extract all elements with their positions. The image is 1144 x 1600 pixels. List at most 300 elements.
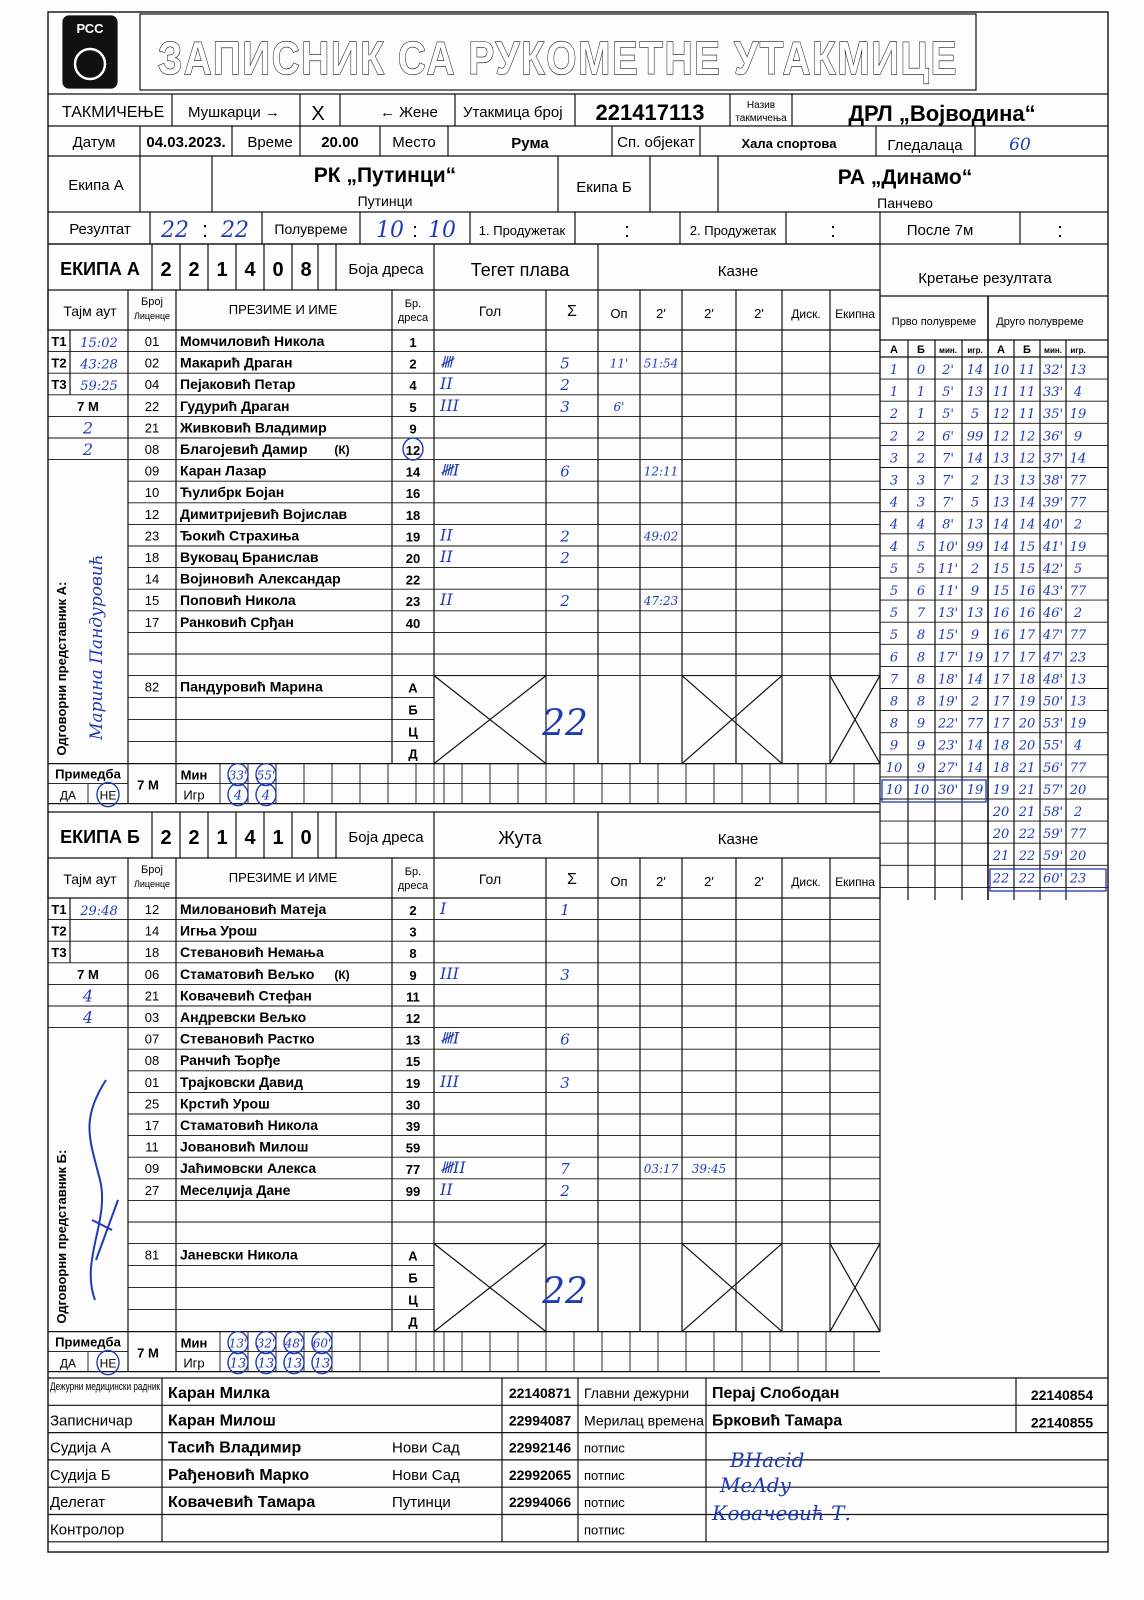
score-flow-cell: 13 <box>1069 694 1087 710</box>
player-jersey: 19 <box>405 529 421 545</box>
score-flow-cell: 4 <box>1073 738 1083 754</box>
player-license: 04 <box>144 377 160 393</box>
score-flow-cell: 14 <box>966 738 984 754</box>
player-license: 12 <box>144 902 160 917</box>
text-field: : <box>201 217 209 242</box>
goal-tally: II <box>440 590 453 610</box>
player-jersey: 8 <box>409 946 417 962</box>
text-field: А <box>890 344 898 356</box>
player-license: 22 <box>144 398 160 414</box>
logo-text: РСС <box>76 21 104 36</box>
score-flow-cell: 21 <box>992 849 1010 865</box>
score-flow-cell: 77 <box>1069 473 1087 489</box>
score-flow-cell: 17' <box>937 650 959 666</box>
warning-time: 6' <box>613 399 625 414</box>
text-field: Путинци <box>392 1494 451 1512</box>
score-flow-cell: 13 <box>992 451 1010 467</box>
player-license: 01 <box>144 334 160 349</box>
text-field: 1. Продужетак <box>478 223 566 238</box>
score-flow-cell: 14 <box>966 363 984 378</box>
player-license: 27 <box>144 1182 160 1198</box>
text-field: 4 <box>233 788 243 804</box>
text-field: Полувреме <box>274 221 348 237</box>
team-goal-total: 22 <box>542 1271 588 1313</box>
score-flow-cell: 50' <box>1042 694 1064 710</box>
team-total-digit: 2 <box>160 259 172 281</box>
text-field: Гледалаца <box>887 137 963 154</box>
player-jersey: 12 <box>405 443 421 458</box>
player-license: 14 <box>144 571 160 587</box>
score-flow-cell: 17 <box>992 650 1010 666</box>
text-field: 60' <box>312 1336 332 1351</box>
delegate-signature: Ковачевић Т. <box>712 1501 851 1525</box>
score-flow-cell: 5 <box>916 539 926 555</box>
score-flow-cell: 7' <box>942 473 954 489</box>
text-field: Место <box>392 134 436 151</box>
score-flow-cell: 7' <box>942 451 954 467</box>
text-field: 20.00 <box>321 134 359 151</box>
score-flow-cell: 15 <box>1018 561 1036 577</box>
goal-sum: 5 <box>560 354 570 373</box>
text-field: Брковић Тамара <box>712 1412 843 1430</box>
score-flow-cell: 2' <box>942 363 954 378</box>
player-license: 17 <box>144 614 160 630</box>
text-field: Тајм аут <box>63 303 117 319</box>
score-flow-cell: 20 <box>1018 738 1036 754</box>
score-flow-cell: 2 <box>1073 517 1083 533</box>
player-jersey: 14 <box>405 464 421 480</box>
text-field: ЕКИПА А <box>60 259 140 279</box>
text-field: Диск. <box>791 875 821 889</box>
score-flow-cell: 4 <box>889 495 899 511</box>
player-name: Благојевић Дамир <box>180 441 308 457</box>
team-goal-total: 22 <box>542 703 588 745</box>
player-name: Ранчић Ђорђе <box>180 1052 281 1069</box>
goal-sum: 2 <box>560 1181 570 1200</box>
text-field: Диск. <box>791 307 821 321</box>
text-field: Казне <box>717 831 759 848</box>
score-flow-cell: 23 <box>1069 871 1087 887</box>
score-flow-cell: 23 <box>1069 650 1087 666</box>
goal-sum: 2 <box>560 592 570 611</box>
team-total-digit: 1 <box>272 827 284 849</box>
text-field: Т1 <box>51 902 67 917</box>
text-field: Оп <box>610 306 628 321</box>
score-flow-cell: 8' <box>942 517 954 533</box>
text-field: Утакмица број <box>463 104 563 121</box>
score-flow-cell: 13 <box>966 517 984 533</box>
player-license: 11 <box>145 1139 159 1155</box>
penalty-time: 03:17 <box>643 1162 679 1177</box>
text-field: Т2 <box>51 923 67 939</box>
text-field: Мин <box>180 767 208 783</box>
score-flow-cell: 15 <box>1018 539 1036 555</box>
player-license: 01 <box>144 1074 160 1090</box>
score-flow-cell: 37' <box>1042 451 1064 467</box>
score-flow-cell: 6 <box>916 584 926 599</box>
text-field: Делегат <box>50 1494 106 1512</box>
goal-tally: 𝍸II <box>440 1158 466 1178</box>
score-flow-cell: 39' <box>1042 495 1064 511</box>
score-flow-cell: 20 <box>1069 782 1087 798</box>
text-field: Дежурни медицински радник <box>50 1381 161 1393</box>
score-flow-cell: 8 <box>916 650 926 666</box>
score-flow-cell: 99 <box>966 539 984 555</box>
score-flow-cell: 22 <box>1018 849 1036 865</box>
score-flow-cell: 16 <box>992 606 1010 622</box>
score-flow-cell: 59' <box>1042 849 1064 865</box>
penalty-time: 51:54 <box>643 356 679 371</box>
score-flow-cell: 43' <box>1042 584 1064 599</box>
text-field: Судија А <box>50 1439 111 1457</box>
official-name: Ковачевић Тамара <box>168 1494 316 1512</box>
text-field: 81 <box>144 1247 160 1263</box>
text-field: Лиценце <box>133 311 171 321</box>
text-field: Игр <box>183 1355 205 1371</box>
text-field: 2' <box>656 306 666 321</box>
score-flow-cell: 20 <box>992 805 1010 820</box>
text-field: Гол <box>478 303 502 319</box>
player-name: Ћулибрк Бојан <box>180 484 285 501</box>
men-mark: X <box>311 103 325 125</box>
goal-sum: 3 <box>560 1073 570 1092</box>
player-name: Димитријевић Војислав <box>180 505 348 522</box>
text-field: 55' <box>256 768 276 783</box>
score-flow-cell: 21 <box>1018 805 1036 820</box>
player-name: Игња Урош <box>180 922 258 939</box>
score-flow-cell: 12 <box>992 407 1010 423</box>
penalty-time: 47:23 <box>643 594 679 609</box>
text-field: Путинци <box>357 193 413 209</box>
official-name: Каран Милка <box>168 1385 270 1402</box>
score-flow-cell: 6' <box>942 429 954 445</box>
text-field: 10 <box>376 218 404 243</box>
score-flow-cell: 16 <box>1018 584 1036 599</box>
score-flow-cell: 2 <box>889 429 899 445</box>
score-flow-cell: 10 <box>885 782 903 798</box>
score-flow-cell: 14 <box>1018 495 1036 511</box>
player-jersey: 30 <box>405 1097 421 1113</box>
text-field: 7 М <box>77 398 99 414</box>
text-field: Т3 <box>51 377 67 393</box>
score-flow-cell: 16 <box>992 628 1010 644</box>
score-flow-cell: 17 <box>992 672 1010 688</box>
page-title: ЗАПИСНИК СА РУКОМЕТНЕ УТАКМИЦЕ <box>158 32 958 84</box>
goal-sum: 2 <box>560 527 570 546</box>
score-flow-cell: 9 <box>916 760 926 776</box>
text-field: 2 <box>82 418 94 438</box>
team-total-digit: 0 <box>300 827 312 849</box>
score-flow-cell: 77 <box>1069 584 1087 599</box>
team-total-digit: 1 <box>216 259 228 281</box>
text-field: Гол <box>478 871 502 887</box>
team-total-digit: 8 <box>300 259 312 281</box>
score-flow-cell: 20 <box>1018 716 1036 732</box>
official-name: Пандуровић Марина <box>180 678 323 695</box>
text-field: 2. Продужетак <box>689 223 777 238</box>
text-field: Бр. <box>404 298 422 310</box>
goal-sum: 6 <box>560 1030 570 1049</box>
player-name: Стаматовић Вељко <box>180 965 315 982</box>
score-flow-cell: 4 <box>889 539 899 555</box>
score-flow-cell: 56' <box>1042 760 1064 776</box>
score-flow-cell: 1 <box>916 407 926 423</box>
text-field: Σ <box>567 303 577 320</box>
text-field: Екипна <box>835 875 875 889</box>
score-flow-cell: 2 <box>970 694 980 710</box>
text-field: Екипа Б <box>576 179 632 196</box>
player-name: Живковић Владимир <box>180 419 327 436</box>
text-field: Лиценце <box>133 879 171 889</box>
text-field: Б <box>408 702 418 718</box>
score-flow-cell: 2 <box>889 407 899 423</box>
score-flow-cell: 9 <box>970 584 980 599</box>
text-field: Назив <box>746 100 776 111</box>
score-flow-cell: 14 <box>966 451 984 467</box>
penalty-time: 12:11 <box>643 464 679 479</box>
official-name: Каран Милош <box>168 1412 276 1430</box>
player-license: 21 <box>144 420 160 436</box>
score-flow-cell: 47' <box>1042 650 1064 666</box>
score-flow-cell: 30' <box>937 782 959 798</box>
text-field: Време <box>247 134 293 151</box>
text-field: 2' <box>754 306 764 321</box>
rep-a-signature: Марина Пандуровић <box>87 554 107 740</box>
player-name: Ђокић Страхиња <box>180 527 300 544</box>
player-jersey: 11 <box>406 989 420 1005</box>
text-field: Оп <box>610 874 628 889</box>
score-flow-cell: 5 <box>889 606 899 622</box>
text-field: Нови Сад <box>392 1466 460 1484</box>
text-field: мин. <box>939 346 957 355</box>
score-flow-cell: 5 <box>889 628 899 644</box>
player-jersey: 15 <box>405 1054 421 1070</box>
text-field: 13 <box>313 1356 331 1372</box>
player-license: 02 <box>144 355 160 371</box>
text-field: такмичења <box>735 113 787 124</box>
player-license: 14 <box>144 923 160 939</box>
text-field: А <box>408 680 418 696</box>
score-flow-cell: 13 <box>1018 473 1036 489</box>
text-field: Примедба <box>55 766 121 782</box>
text-field: 2' <box>704 306 714 321</box>
score-flow-cell: 14 <box>966 672 984 688</box>
player-jersey: 23 <box>405 594 421 610</box>
score-flow-cell: 14 <box>992 539 1010 555</box>
score-flow-cell: 77 <box>966 716 984 732</box>
score-flow-cell: 14 <box>1018 517 1036 533</box>
goal-sum: 3 <box>560 397 570 416</box>
text-field: Σ <box>567 871 577 888</box>
text-field: ПРЕЗИМЕ И ИМЕ <box>228 302 338 317</box>
team-a-name: РК „Путинци“ <box>313 164 457 187</box>
score-flow-cell: 21 <box>1018 760 1036 776</box>
text-field: 4 <box>82 986 94 1006</box>
player-name: Поповић Никола <box>180 592 296 609</box>
timeout-time: 15:02 <box>80 336 118 351</box>
text-field: Бр. <box>404 866 422 878</box>
text-field: 22140854 <box>1030 1387 1094 1403</box>
text-field: Хала спортова <box>741 136 837 151</box>
text-field: 82 <box>144 679 160 695</box>
score-flow-cell: 10 <box>912 782 930 798</box>
penalty-time: 49:02 <box>643 529 679 544</box>
text-field: Мушкарци → <box>188 104 280 121</box>
player-license: 09 <box>144 1161 160 1177</box>
player-name: Јаћимовски Алекса <box>180 1160 317 1177</box>
score-flow-cell: 19 <box>966 782 984 798</box>
text-field: Сп. објекат <box>617 134 695 151</box>
player-jersey: 9 <box>409 967 417 983</box>
referee-b-signature: MeAdy <box>720 1473 791 1497</box>
team-b-name: РА „Динамо“ <box>837 166 973 189</box>
score-flow-cell: 18 <box>1018 672 1036 688</box>
text-field: игр. <box>967 346 983 355</box>
score-flow-cell: 77 <box>1069 628 1087 644</box>
score-flow-cell: 20 <box>1069 849 1087 865</box>
score-flow-cell: 57' <box>1042 782 1064 798</box>
text-field: А <box>408 1248 418 1264</box>
text-field: НЕ <box>99 788 117 803</box>
score-flow-cell: 3 <box>916 473 926 489</box>
text-field: потпис <box>584 1467 625 1483</box>
score-flow-cell: 2 <box>916 429 926 445</box>
score-flow-cell: 15' <box>937 628 959 644</box>
player-jersey: 19 <box>405 1075 421 1091</box>
score-flow-cell: 11 <box>992 385 1010 401</box>
match-number: 221417113 <box>595 100 705 125</box>
text-field: (К) <box>334 967 350 982</box>
text-field: потпис <box>584 1522 625 1538</box>
player-license: 18 <box>144 945 160 961</box>
player-license: 06 <box>144 966 160 982</box>
team-total-digit: 2 <box>188 827 200 849</box>
shirt-color: Тегет плава <box>470 260 570 280</box>
score-flow-cell: 9 <box>916 716 926 732</box>
score-flow-cell: 22 <box>1018 871 1036 887</box>
team-total-digit: 2 <box>188 259 200 281</box>
team-total-digit: 1 <box>216 827 228 849</box>
spectators-value: 60 <box>1009 135 1031 155</box>
score-flow-cell: 99 <box>966 429 984 445</box>
player-jersey: 20 <box>405 551 421 566</box>
score-flow-cell: 4 <box>916 517 926 533</box>
text-field: потпис <box>584 1495 625 1511</box>
score-flow-cell: 2 <box>970 473 980 489</box>
score-flow-cell: 13 <box>966 606 984 622</box>
score-flow-cell: 9 <box>1073 429 1083 445</box>
text-field: Резултат <box>69 221 131 238</box>
score-flow-cell: 77 <box>1069 760 1087 776</box>
score-flow-cell: 7' <box>942 495 954 511</box>
text-field: Датум <box>72 134 116 151</box>
text-field: Ц <box>408 724 418 740</box>
text-field: : <box>412 220 418 242</box>
score-flow-cell: 5 <box>970 407 980 423</box>
text-field: игр. <box>1070 346 1086 355</box>
player-name: Стаматовић Никола <box>180 1117 319 1133</box>
score-flow-cell: 33' <box>1042 385 1064 401</box>
score-flow-cell: 48' <box>1042 672 1064 688</box>
text-field: Примедба <box>55 1334 121 1350</box>
text-field: Мин <box>180 1335 208 1351</box>
text-field: Тајм аут <box>63 871 117 887</box>
text-field: 32' <box>256 1336 276 1351</box>
player-name: Каран Лазар <box>180 462 267 479</box>
text-field: ДА <box>59 1356 77 1371</box>
score-flow-cell: 0 <box>916 363 926 378</box>
player-license: 17 <box>144 1118 160 1133</box>
goal-tally: III <box>440 1071 459 1091</box>
score-flow-cell: 22 <box>1018 827 1036 843</box>
score-flow-cell: 11 <box>1018 363 1036 378</box>
text-field: 22994066 <box>508 1494 572 1511</box>
goal-tally: 𝍸I <box>440 1028 460 1048</box>
text-field: Број <box>141 296 163 308</box>
score-flow-cell: 1 <box>916 385 926 401</box>
player-jersey: 77 <box>405 1162 421 1178</box>
text-field: Прво полувреме <box>891 316 977 328</box>
goal-tally: II <box>440 525 453 545</box>
player-license: 12 <box>144 506 160 522</box>
score-flow-cell: 12 <box>1018 429 1036 445</box>
score-flow-cell: 5' <box>942 407 954 423</box>
player-jersey: 59 <box>405 1140 421 1156</box>
player-jersey: 40 <box>405 615 421 631</box>
text-field: Б <box>917 344 925 356</box>
score-flow-cell: 8 <box>889 716 899 732</box>
timeout-time: 29:48 <box>80 904 118 919</box>
score-flow-cell: 12 <box>1018 451 1036 467</box>
score-flow-cell: 58' <box>1042 805 1064 820</box>
score-flow-cell: 5 <box>889 584 899 599</box>
text-field: Екипа А <box>68 177 124 194</box>
text-field: дреса <box>397 880 429 892</box>
text-field: Кретање резултата <box>918 270 1052 287</box>
player-license: 03 <box>144 1010 160 1025</box>
official-name: Рађеновић Марко <box>168 1466 310 1484</box>
score-flow-cell: 22' <box>937 716 959 732</box>
goal-sum: 2 <box>560 549 570 567</box>
text-field: Рума <box>511 135 549 152</box>
official-name: Јаневски Никола <box>180 1246 298 1263</box>
text-field: 13' <box>228 1336 248 1351</box>
score-flow-cell: 14 <box>992 517 1010 533</box>
text-field: Екипна <box>835 307 875 321</box>
referee-a-signature: BHacid <box>730 1448 805 1472</box>
text-field: 33' <box>228 768 248 783</box>
responsible-rep-label: Одговорни представник Б: <box>54 1149 69 1324</box>
goal-sum: 1 <box>560 901 570 919</box>
text-field: дреса <box>397 312 429 324</box>
text-field: НЕ <box>99 1356 117 1371</box>
score-flow-cell: 4 <box>1073 385 1083 401</box>
text-field: Судија Б <box>50 1466 111 1484</box>
player-name: Момчиловић Никола <box>180 333 325 349</box>
text-field: 22994087 <box>508 1412 572 1429</box>
text-field: 2' <box>754 874 764 889</box>
text-field: А <box>997 344 1005 356</box>
score-flow-cell: 10' <box>937 539 959 555</box>
score-flow-cell: 19' <box>937 694 959 710</box>
score-flow-cell: 9 <box>889 738 899 754</box>
goal-tally: III <box>440 395 459 415</box>
player-jersey: 99 <box>405 1183 421 1199</box>
player-license: 25 <box>144 1096 160 1112</box>
score-flow-cell: 22 <box>992 871 1010 887</box>
score-flow-cell: 2 <box>1073 606 1083 622</box>
score-flow-cell: 11 <box>1018 385 1036 401</box>
